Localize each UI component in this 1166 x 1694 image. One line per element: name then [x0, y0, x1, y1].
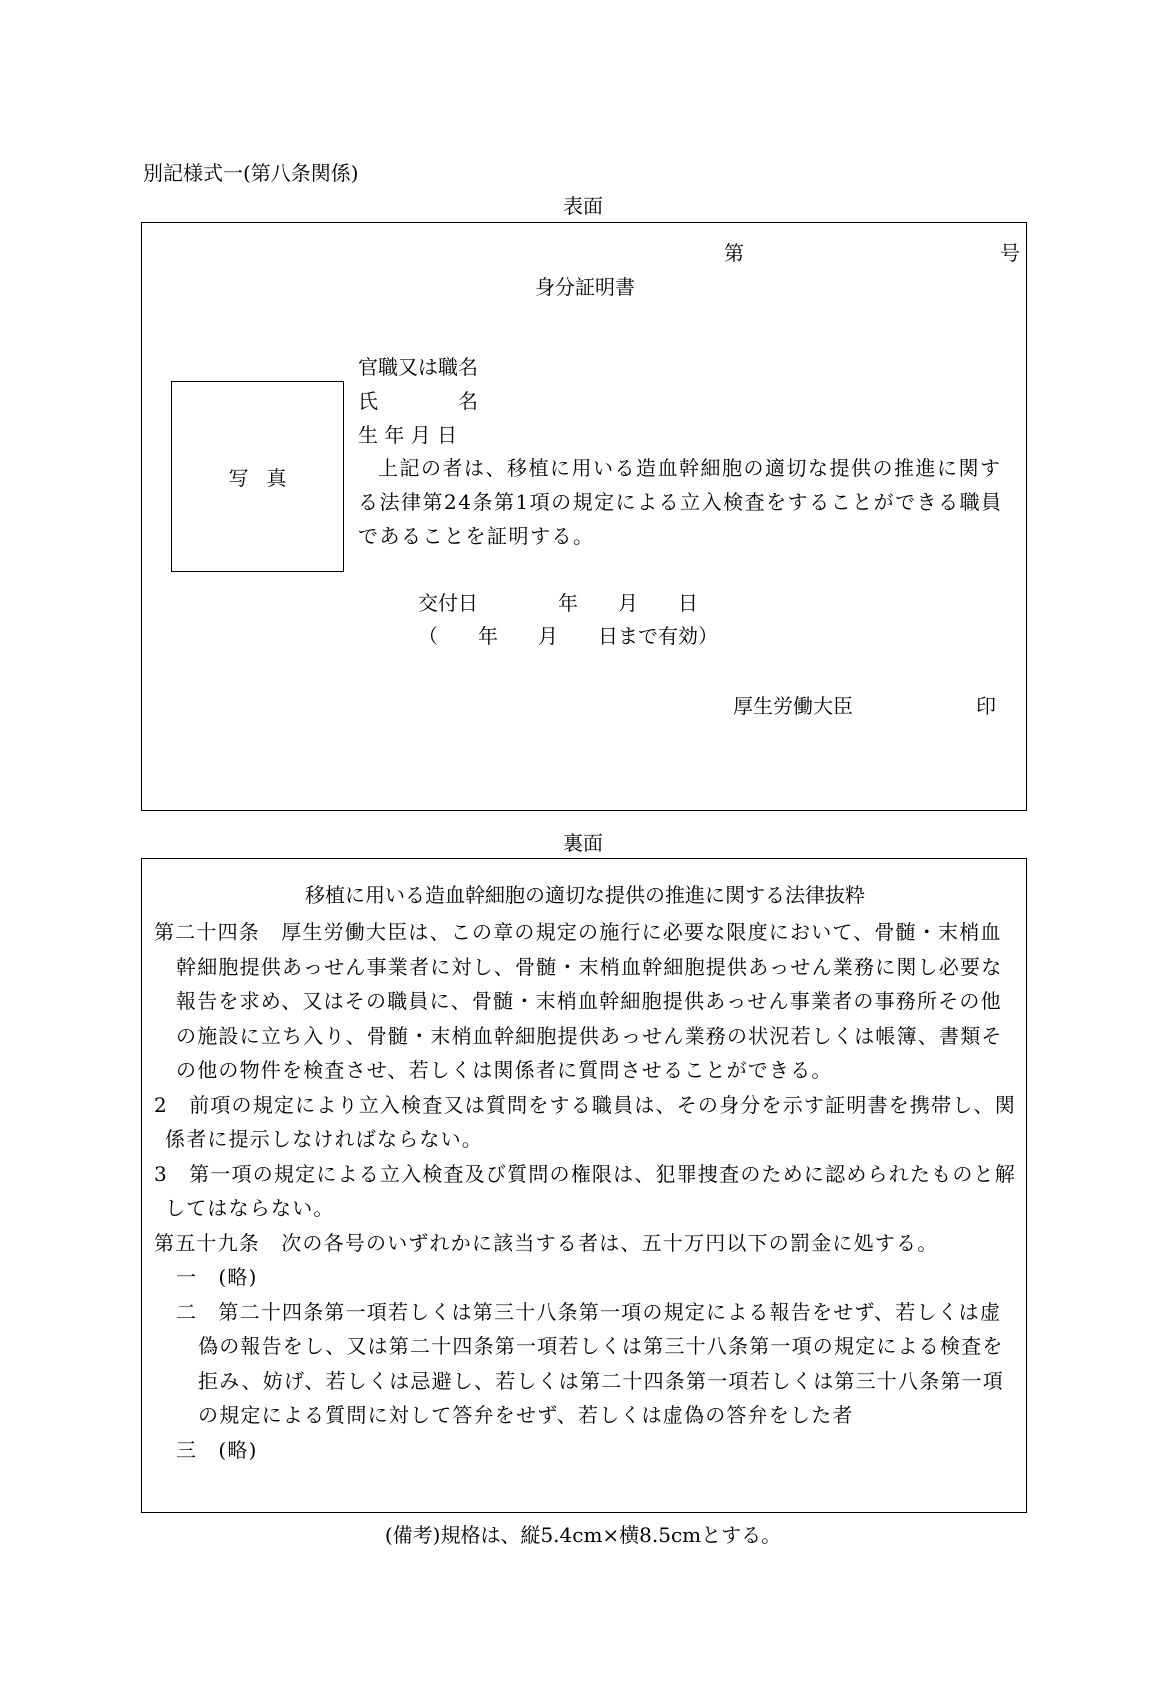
law-excerpt-body	[154, 915, 1020, 1467]
validity-period: （ 年 月 日まで有効）	[418, 624, 718, 648]
field-name: 氏 名	[358, 389, 478, 413]
id-card-front	[141, 222, 1027, 811]
certificate-title: 身分証明書	[535, 275, 635, 299]
issue-date: 交付日 年 月 日	[418, 591, 698, 615]
article-59-item-3: 三 (略)	[176, 1437, 258, 1462]
field-birth-date: 生 年 月 日	[358, 423, 458, 447]
photo-label: 写真	[228, 466, 305, 490]
seal-mark: 印	[976, 694, 996, 718]
article-59: 第五十九条 次の各号のいずれかに該当する者は、五十万円以下の罰金に処する。	[154, 1230, 939, 1255]
front-side-label: 表面	[563, 194, 603, 218]
issuer-minister: 厚生労働大臣	[733, 694, 853, 718]
article-59-item-2: 二 第二十四条第一項若しくは第三十八条第一項の規定による報告をせず、若しくは虚偽の報告をし、又は第二十四条第一項若しくは第三十八条第一項の規定による検査を拒み、妨げ、若しくは忌避し、若しくは第二十四条第一項若しくは第三十八条第一項の規定による質問に対して答弁をせず、若しくは虚偽の答弁をした者	[176, 1299, 1004, 1427]
number-prefix: 第	[724, 241, 744, 265]
field-official-title: 官職又は職名	[358, 355, 478, 379]
article-59-item-1: 一 (略)	[176, 1265, 258, 1289]
number-suffix: 号	[1000, 241, 1020, 265]
id-card-back	[141, 858, 1027, 1513]
back-side-label: 裏面	[563, 831, 603, 855]
law-excerpt-title: 移植に用いる造血幹細胞の適切な提供の推進に関する法律抜粋	[305, 883, 865, 907]
certificate-number-row	[724, 237, 1020, 266]
specification-note: (備考)規格は、縦5.4cm×横8.5cmとする。	[384, 1523, 782, 1547]
article-24-clause-2: 2 前項の規定により立入検査又は質問をする職員は、その身分を示す証明書を携帯し、関係者に提示しなければならない。	[154, 1092, 1016, 1151]
article-24-clause-3: 3 第一項の規定による立入検査及び質問の権限は、犯罪捜査のために認められたものと解してはならない。	[154, 1161, 1016, 1220]
certificate-body-text: 上記の者は、移植に用いる造血幹細胞の適切な提供の推進に関する法律第24条第1項の規定による立入検査をすることができる職員であることを証明する。	[358, 456, 1003, 548]
form-title: 別記様式一(第八条関係)	[143, 161, 359, 185]
photo-area	[171, 381, 344, 572]
article-24: 第二十四条 厚生労働大臣は、この章の規定の施行に必要な限度において、骨髄・末梢血幹細胞提供あっせん事業者に対し、骨髄・末梢血幹細胞提供あっせん業務に関し必要な報告を求め、又はその職員に、骨髄・末梢血幹細胞提供あっせん事業者の事務所その他の施設に立ち入り、骨髄・末梢血幹細胞提供あっせん業務の状況若しくは帳簿、書類その他の物件を検査させ、若しくは関係者に質問させることができる。	[154, 920, 1003, 1082]
